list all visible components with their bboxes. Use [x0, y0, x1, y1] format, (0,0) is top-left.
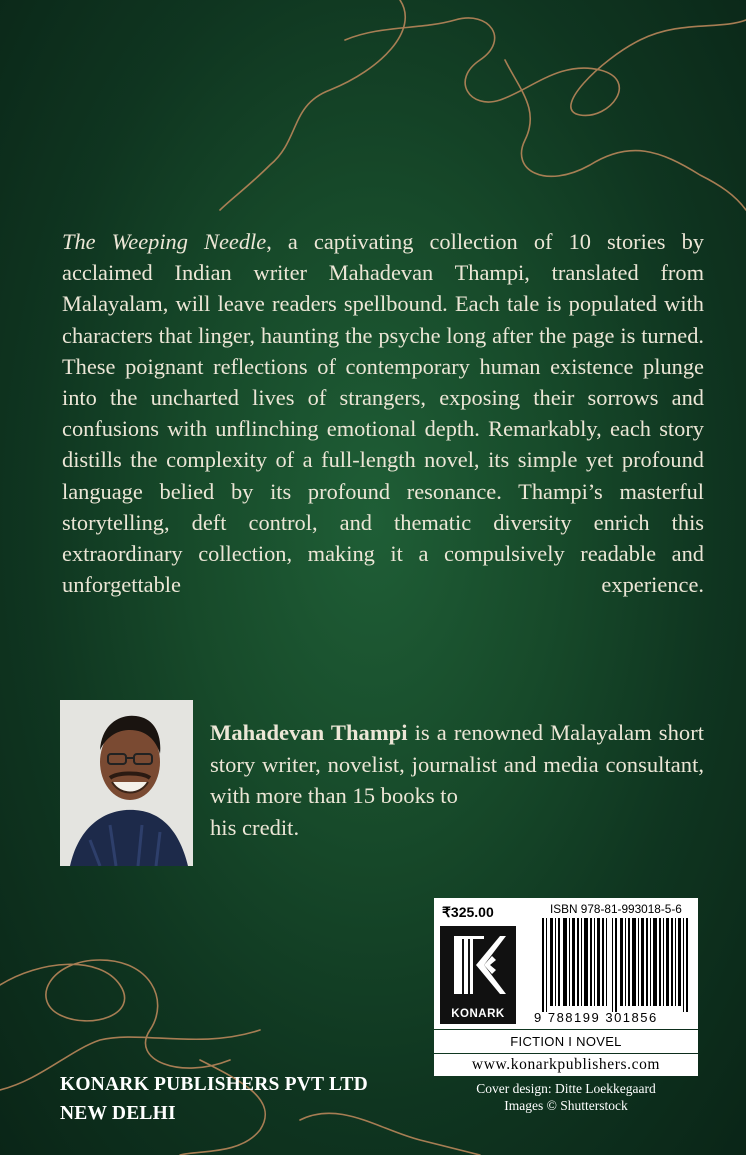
author-bio-text: is a renowned Malayalam short story writer, novelist, journalist and media consultant, with more than 15 books to [210, 720, 704, 808]
barcode-panel [434, 898, 698, 1029]
genre-label: FICTION I NOVEL [434, 1030, 698, 1053]
back-cover-blurb [62, 226, 704, 600]
konark-logo [440, 926, 516, 1024]
publisher-line-1: KONARK PUBLISHERS PVT LTD [60, 1074, 368, 1095]
publisher-website[interactable]: www.konarkpublishers.com [434, 1054, 698, 1076]
blurb-text: , a captivating collection of 10 stories by acclaimed Indian writer Mahadevan Thampi, translated from Malayalam, will leave readers spellbound. Each tale is populated with characters that linger, haunting the psyche long after the page is turned. These poignant reflections of contemporary human existence plunge into the uncharted lives of strangers, exposing their sorrows and confusions with unflinching emotional depth. Remarkably, each story distills the complexity of a full-length novel, its simple yet profound language belied by its profound resonance. Thampi’s masterful storytelling, deft control, and thematic diversity enrich this extraordinary collection, making it a compulsively readable and unforgettable experience. [62, 229, 704, 598]
images-credit: Images © Shutterstock [504, 1098, 628, 1113]
book-title: The Weeping Needle [62, 229, 267, 254]
author-bio-end: his credit. [210, 814, 300, 840]
publisher-line-2: NEW DELHI [60, 1103, 176, 1124]
price-label: ₹325.00 [442, 904, 494, 920]
cover-credits [434, 1080, 698, 1114]
cover-design-credit: Cover design: Ditte Loekkegaard [476, 1081, 656, 1096]
logo-text: KONARK [451, 1008, 505, 1020]
isbn-label: ISBN 978-81-993018-5-6 [550, 902, 682, 916]
author-name: Mahadevan Thampi [210, 720, 408, 745]
publisher-name [60, 1070, 368, 1128]
barcode-icon [542, 918, 692, 1012]
author-photo [60, 700, 193, 866]
konark-logo-icon [440, 926, 516, 1006]
isbn-number: 9 788199 301856 [534, 1010, 658, 1025]
author-bio [210, 717, 704, 843]
author-portrait-image [60, 700, 193, 866]
